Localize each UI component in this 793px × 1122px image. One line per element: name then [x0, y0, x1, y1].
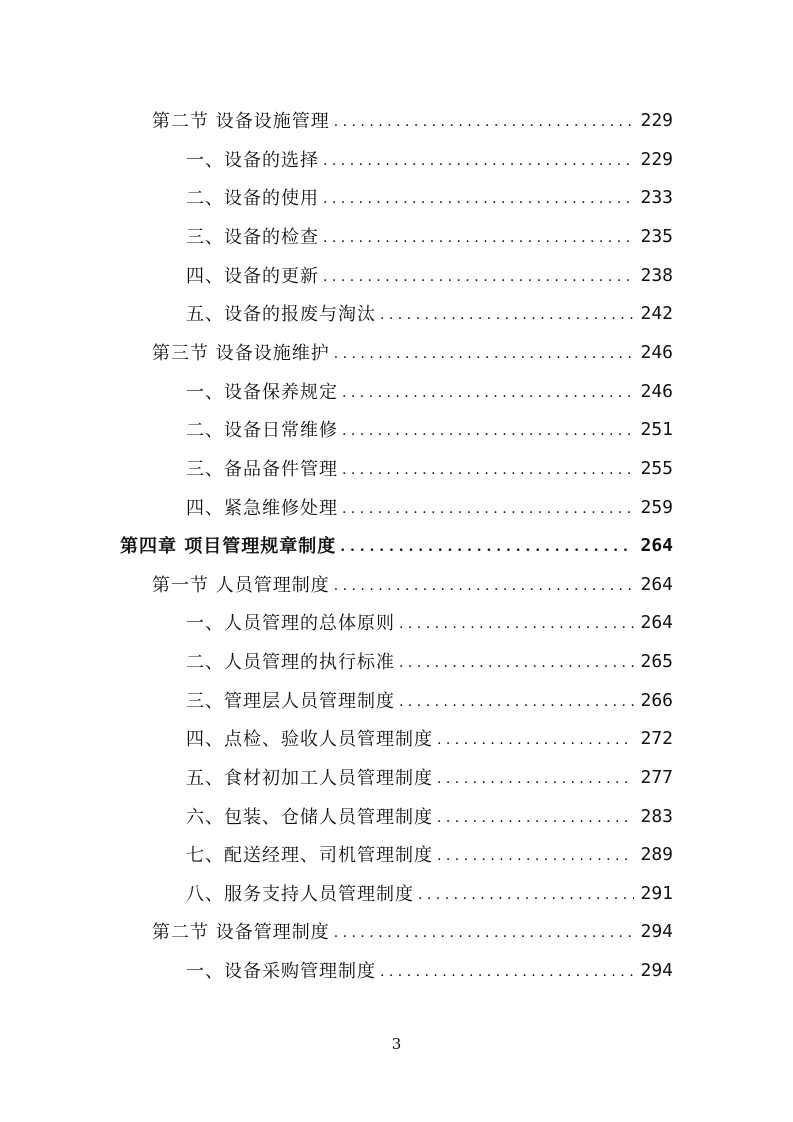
- toc-dot-leader: [380, 964, 634, 980]
- toc-dot-leader: [399, 694, 634, 710]
- toc-dot-leader: [437, 771, 634, 787]
- toc-dot-leader: [342, 423, 634, 439]
- toc-entry-title: 第三节 设备设施维护: [152, 343, 330, 364]
- toc-entry[interactable]: [186, 410, 673, 448]
- toc-entry[interactable]: [186, 758, 673, 796]
- toc-dot-leader: [418, 887, 634, 903]
- toc-entry-page: 246: [640, 341, 673, 363]
- toc-entry-title: 三、备品备件管理: [186, 459, 338, 480]
- toc-entry-page: 277: [640, 766, 673, 788]
- toc-dot-leader: [323, 191, 634, 207]
- toc-entry-page: 255: [640, 457, 673, 479]
- toc-dot-leader: [437, 732, 634, 748]
- toc-entry-page: 283: [640, 805, 673, 827]
- toc-entry-page: 264: [640, 573, 673, 595]
- toc-entry-title: 第二节 设备设施管理: [152, 111, 330, 132]
- toc-entry-title: 三、设备的检查: [186, 227, 319, 248]
- toc-entry[interactable]: [152, 333, 673, 371]
- toc-dot-leader: [340, 539, 634, 555]
- toc-entry-title: 二、设备日常维修: [186, 420, 338, 441]
- toc-dot-leader: [399, 616, 634, 632]
- toc-entry-title: 第二节 设备管理制度: [152, 922, 330, 943]
- toc-entry[interactable]: [186, 217, 673, 255]
- toc-entry-page: 235: [640, 225, 673, 247]
- toc-entry-page: 265: [640, 650, 673, 672]
- toc-entry[interactable]: [186, 874, 673, 912]
- toc-dot-leader: [342, 385, 634, 401]
- toc-entry[interactable]: [186, 294, 673, 332]
- toc-entry[interactable]: [186, 603, 673, 641]
- toc-entry-title: 二、设备的使用: [186, 188, 319, 209]
- toc-entry-title: 一、设备采购管理制度: [186, 961, 376, 982]
- toc-entry[interactable]: [186, 642, 673, 680]
- toc-entry-page: 251: [640, 418, 673, 440]
- toc-entry-title: 六、包装、仓储人员管理制度: [186, 807, 433, 828]
- toc-dot-leader: [334, 925, 635, 941]
- toc-entry-page: 229: [640, 148, 673, 170]
- toc-entry-page: 229: [640, 109, 673, 131]
- toc-entry-page: 289: [640, 843, 673, 865]
- toc-dot-leader: [334, 346, 635, 362]
- toc-entry-page: 294: [640, 920, 673, 942]
- toc-dot-leader: [323, 153, 634, 169]
- toc-entry-title: 一、设备的选择: [186, 150, 319, 171]
- toc-dot-leader: [437, 810, 634, 826]
- toc-entry-page: 266: [640, 689, 673, 711]
- toc-dot-leader: [323, 269, 634, 285]
- toc-entry-title: 三、管理层人员管理制度: [186, 691, 395, 712]
- toc-dot-leader: [334, 578, 635, 594]
- toc-entry-title: 五、食材初加工人员管理制度: [186, 768, 433, 789]
- toc-entry[interactable]: [186, 835, 673, 873]
- toc-dot-leader: [342, 462, 634, 478]
- toc-entry[interactable]: [186, 140, 673, 178]
- toc-entry-chapter[interactable]: [120, 526, 673, 564]
- toc-entry[interactable]: [186, 372, 673, 410]
- toc-entry[interactable]: [186, 178, 673, 216]
- toc-entry-page: 264: [640, 611, 673, 633]
- toc-entry[interactable]: [186, 681, 673, 719]
- toc-entry-title: 第一节 人员管理制度: [152, 575, 330, 596]
- toc-dot-leader: [380, 307, 634, 323]
- toc-entry-title: 四、紧急维修处理: [186, 498, 338, 519]
- toc-entry[interactable]: [152, 565, 673, 603]
- toc-dot-leader: [342, 501, 634, 517]
- toc-entry-page: 246: [640, 380, 673, 402]
- toc-entry-title: 一、设备保养规定: [186, 382, 338, 403]
- toc-entry-title: 八、服务支持人员管理制度: [186, 884, 414, 905]
- toc-entry-page: 264: [640, 534, 673, 556]
- page-number: 3: [391, 1035, 402, 1053]
- toc-dot-leader: [334, 114, 635, 130]
- toc-entry-title: 第四章 项目管理规章制度: [120, 536, 337, 557]
- toc-entry-title: 二、人员管理的执行标准: [186, 652, 395, 673]
- toc-entry-title: 一、人员管理的总体原则: [186, 613, 395, 634]
- toc-entry-page: 291: [640, 882, 673, 904]
- toc-entry-page: 272: [640, 727, 673, 749]
- toc-entry[interactable]: [186, 719, 673, 757]
- toc-entry[interactable]: [186, 488, 673, 526]
- toc-entry-page: 238: [640, 264, 673, 286]
- toc-entry[interactable]: [152, 101, 673, 139]
- toc-entry-page: 242: [640, 302, 673, 324]
- toc-entry[interactable]: [186, 256, 673, 294]
- toc-entry-title: 四、设备的更新: [186, 266, 319, 287]
- toc-entry-page: 294: [640, 959, 673, 981]
- toc-entry[interactable]: [186, 449, 673, 487]
- toc-entry-title: 五、设备的报废与淘汰: [186, 304, 376, 325]
- toc-entry-title: 四、点检、验收人员管理制度: [186, 729, 433, 750]
- toc-entry-title: 七、配送经理、司机管理制度: [186, 845, 433, 866]
- toc-entry-page: 259: [640, 496, 673, 518]
- toc-entry-page: 233: [640, 186, 673, 208]
- toc-dot-leader: [323, 230, 634, 246]
- toc-entry[interactable]: [152, 912, 673, 950]
- toc-dot-leader: [437, 848, 634, 864]
- toc-entry[interactable]: [186, 797, 673, 835]
- toc-dot-leader: [399, 655, 634, 671]
- toc-entry[interactable]: [186, 951, 673, 989]
